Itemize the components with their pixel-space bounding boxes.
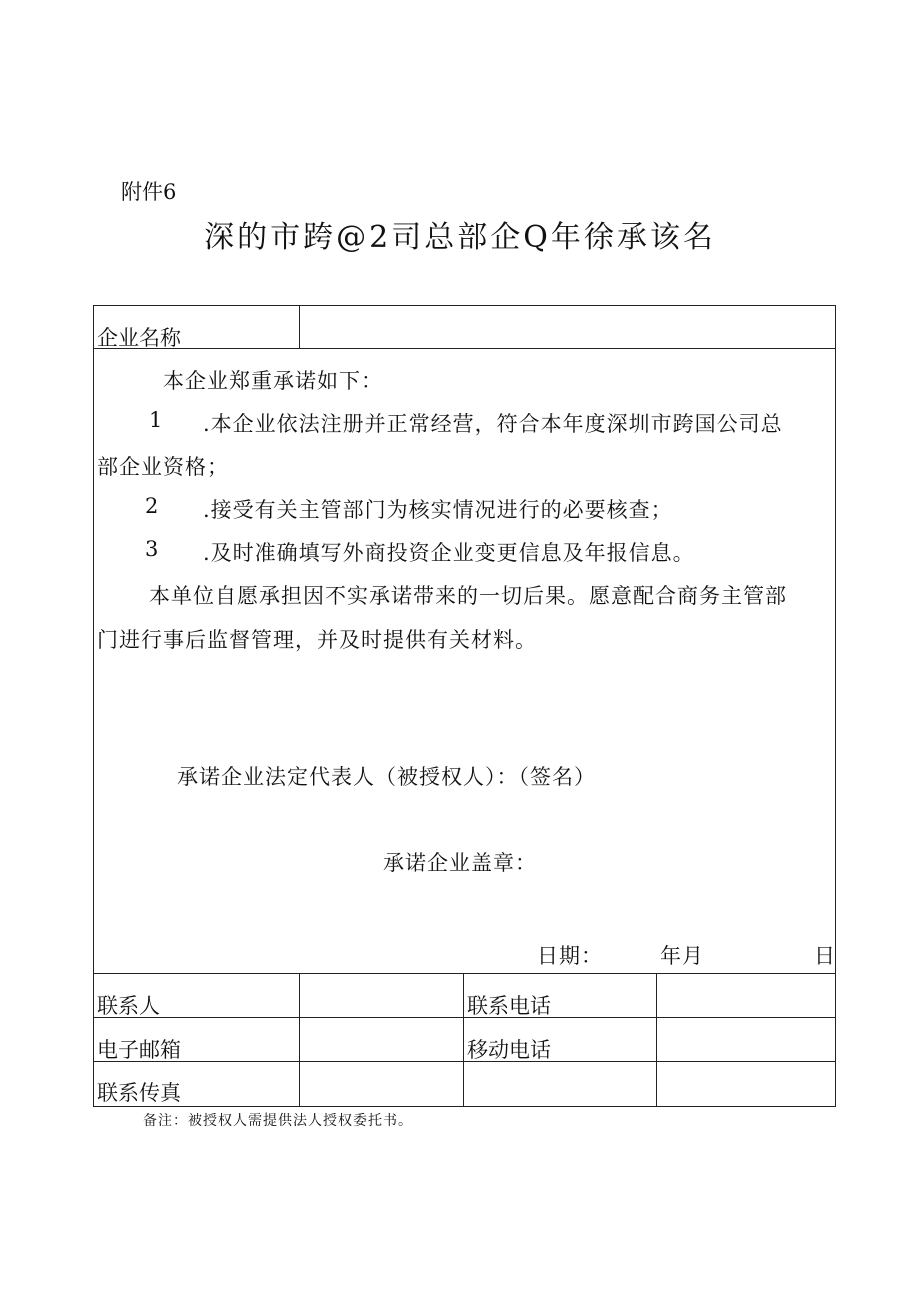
- divider: [93, 1061, 836, 1062]
- divider: [93, 1017, 836, 1018]
- divider: [93, 348, 836, 349]
- item-number: 2: [145, 494, 159, 518]
- commitment-intro: 本企业郑重承诺如下：: [163, 369, 383, 393]
- seal-label: 承诺企业盖章：: [383, 851, 537, 875]
- mobile-label: 移动电话: [467, 1038, 551, 1062]
- commitment-item-1-cont: 部企业资格；: [97, 455, 229, 479]
- commitment-item-1: .本企业依法注册并正常经营，符合本年度深圳市跨国公司总: [203, 412, 783, 436]
- company-name-label: 企业名称: [97, 326, 181, 350]
- item-number: 3: [145, 537, 159, 561]
- commitment-item-3: .及时准确填写外商投资企业变更信息及年报信息。: [203, 541, 695, 565]
- date-label: 日期：: [537, 944, 603, 968]
- footnote: 备注：被授权人需提供法人授权委托书。: [143, 1113, 413, 1129]
- commitment-item-2: .接受有关主管部门为核实情况进行的必要核查；: [203, 498, 673, 522]
- divider: [93, 973, 836, 974]
- attachment-label: 附件6: [121, 180, 177, 204]
- fax-label: 联系传真: [97, 1081, 181, 1105]
- page-title: 深的市跨@2司总部企Q年徐承该名: [204, 220, 716, 255]
- divider: [656, 973, 657, 1107]
- closing-statement-cont: 门进行事后监督管理，并及时提供有关材料。: [97, 628, 537, 652]
- company-name-field[interactable]: [303, 308, 831, 346]
- divider: [299, 973, 300, 1107]
- contact-phone-label: 联系电话: [467, 994, 551, 1018]
- date-year-month: 年月: [660, 944, 704, 968]
- email-label: 电子邮箱: [97, 1038, 181, 1062]
- closing-statement: 本单位自愿承担因不实承诺带来的一切后果。愿意配合商务主管部: [149, 584, 787, 608]
- divider: [299, 305, 300, 349]
- date-day: 日: [814, 944, 836, 968]
- item-number: 1: [149, 408, 163, 432]
- contact-person-label: 联系人: [97, 994, 160, 1018]
- divider: [463, 973, 464, 1107]
- signature-label: 承诺企业法定代表人（被授权人）：（签名）: [177, 765, 596, 789]
